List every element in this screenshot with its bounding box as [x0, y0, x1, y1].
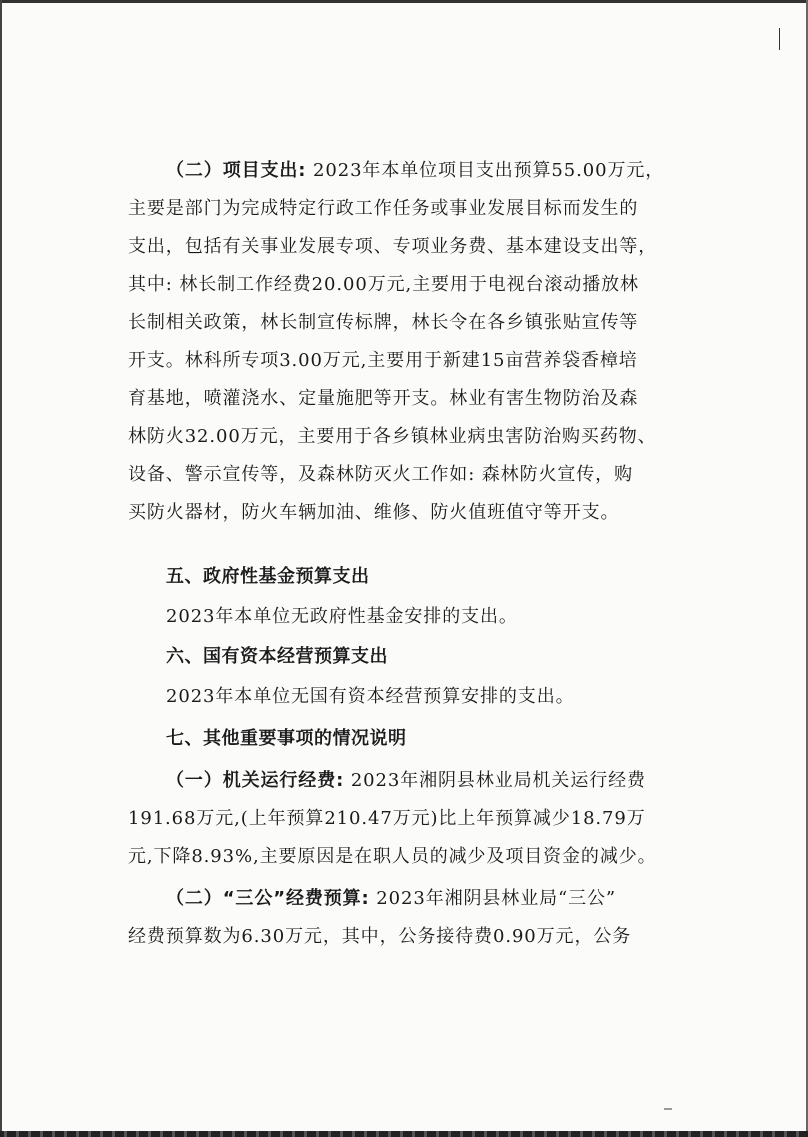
- project-label: （二）项目支出:: [166, 160, 307, 181]
- project-text-1: 2023年本单位项目支出预算55.00万元，: [306, 160, 665, 181]
- project-paragraph-line-3: 支出，包括有关事业发展专项、专项业务费、基本建设支出等，: [128, 236, 658, 257]
- project-paragraph-line-8: 林防火32.00万元，主要用于各乡镇林业病虫害防治购买药物、: [128, 426, 657, 447]
- project-paragraph-line-5: 长制相关政策，林长制宣传标牌，林长令在各乡镇张贴宣传等: [128, 312, 639, 333]
- project-paragraph-line-10: 买防火器材，防火车辆加油、维修、防火值班值守等开支。: [128, 502, 620, 523]
- scan-mark: [779, 28, 780, 50]
- project-paragraph-line-6: 开支。林科所专项3.00万元,主要用于新建15亩营养袋香樟培: [128, 350, 638, 371]
- section7-item1-line-1: [166, 762, 646, 800]
- section7-item2-label: （二）“三公”经费预算:: [166, 888, 370, 909]
- section7-item1-line-3: 元,下降8.93%,主要原因是在职人员的减少及项目资金的减少。: [128, 846, 657, 867]
- project-paragraph-line-9: 设备、警示宣传等，及森林防灭火工作如: 森林防火宣传，购: [128, 464, 633, 485]
- section7-item1-line-2: 191.68万元,(上年预算210.47万元)比上年预算减少18.79万: [128, 808, 646, 829]
- project-paragraph-line-2: 主要是部门为完成特定行政工作任务或事业发展目标而发生的: [128, 198, 639, 219]
- project-paragraph-line-4: 其中: 林长制工作经费20.00万元,主要用于电视台滚动播放林: [128, 274, 639, 295]
- section7-item1-text-1: 2023年湘阴县林业局机关运行经费: [344, 770, 646, 791]
- section6-text: 2023年本单位无国有资本经营预算安排的支出。: [166, 686, 575, 707]
- scan-edge-bottom: [0, 1131, 808, 1137]
- project-paragraph-line-7: 育基地，喷灌浇水、定量施肥等开支。林业有害生物防治及森: [128, 388, 639, 409]
- section5-heading: 五、政府性基金预算支出: [166, 566, 370, 587]
- project-paragraph-line-1: [166, 152, 664, 190]
- section7-item1-label: （一）机关运行经费:: [166, 770, 345, 791]
- scan-speck: [664, 1108, 672, 1110]
- section7-heading: 七、其他重要事项的情况说明: [166, 728, 407, 749]
- scan-edge-left: [0, 0, 2, 1137]
- section6-heading: 六、国有资本经营预算支出: [166, 646, 388, 667]
- section7-item2-line-2: 经费预算数为6.30万元，其中，公务接待费0.90万元，公务: [128, 926, 632, 947]
- section7-item2-line-1: [166, 880, 616, 918]
- section7-item2-text-1: 2023年湘阴县林业局“三公”: [369, 888, 617, 909]
- scan-edge-top: [0, 0, 808, 3]
- section5-text: 2023年本单位无政府性基金安排的支出。: [166, 606, 518, 627]
